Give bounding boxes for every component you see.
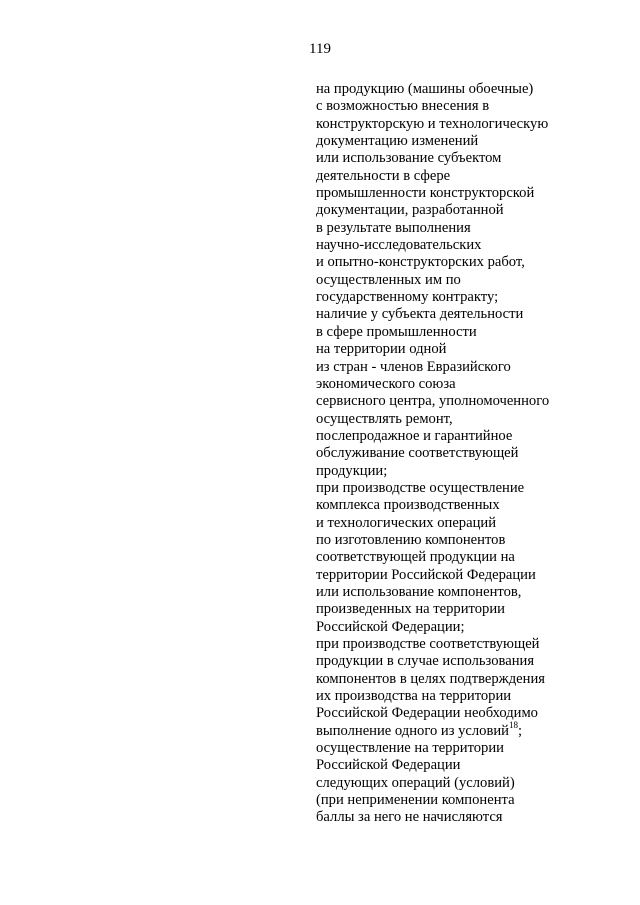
footnote-line-text: выполнение одного из условий [316,722,509,739]
text-line: их производства на территории [316,688,512,705]
text-line: комплекса производственных [316,497,500,514]
page-number: 119 [309,41,331,57]
text-line: из стран - членов Евразийского [316,358,511,375]
text-line: промышленности конструкторской [316,185,535,202]
text-line: экономического союза [316,375,456,392]
text-line: продукции; [316,462,388,479]
text-line: при производстве осуществление [316,479,525,496]
text-line: Российской Федерации [316,757,461,774]
text-line: сервисного центра, уполномоченного [316,393,550,410]
text-line: и опытно-конструкторских работ, [316,254,525,271]
text-line: Российской Федерации; [316,618,465,635]
text-line: послепродажное и гарантийное [316,427,513,444]
footnote-line [316,719,616,740]
text-line: конструкторскую и технологическую [316,115,549,132]
text-line: (при неприменении компонента [316,792,515,809]
text-line: документации, разработанной [316,202,504,219]
text-line: компонентов в целях подтверждения [316,670,545,687]
footnote-line-trailing: ; [518,722,523,739]
text-line: или использование компонентов, [316,583,522,600]
text-line: соответствующей продукции на [316,549,515,566]
text-line: по изготовлению компонентов [316,531,506,548]
text-line: на продукцию (машины обоечные) [316,81,534,97]
text-line: документацию изменений [316,133,479,150]
text-line: при производстве соответствующей [316,636,540,652]
text-line: научно-исследовательских [316,237,482,254]
text-line: территории Российской Федерации [316,566,536,583]
text-line: обслуживание соответствующей [316,445,519,462]
text-line: и технологических операций [316,514,496,531]
text-line: деятельности в сфере [316,167,451,184]
text-line: на территории одной [316,341,447,358]
text-line: государственному контракту; [316,289,499,306]
text-line: произведенных на территории [316,601,505,618]
text-line: Российской Федерации необходимо [316,705,538,722]
text-line: в результате выполнения [316,219,471,236]
text-line: осуществлять ремонт, [316,410,453,427]
text-line: следующих операций (условий) [316,774,515,791]
text-line: осуществленных им по [316,271,461,288]
text-line: наличие у субъекта деятельности [316,306,524,323]
body-text-column [316,81,616,827]
text-line: или использование субъектом [316,150,502,167]
text-line: продукции в случае использования [316,653,535,670]
text-line: с возможностью внесения в [316,98,490,115]
footnote-reference: 18 [509,719,518,730]
text-line: баллы за него не начисляются [316,809,503,826]
text-line: осуществление на территории [316,740,504,757]
text-line: в сфере промышленности [316,323,477,340]
